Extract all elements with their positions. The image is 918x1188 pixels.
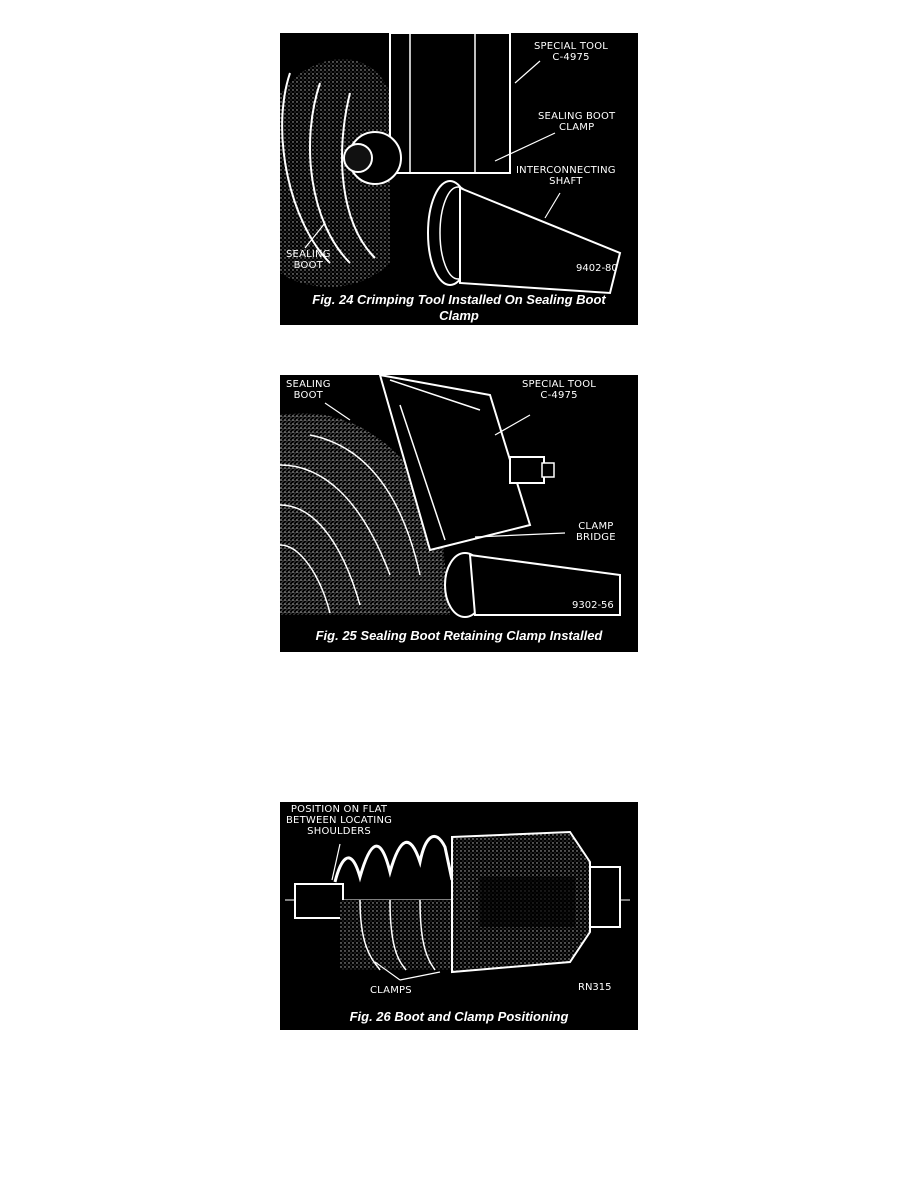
label-special-tool: SPECIAL TOOL C-4975 (522, 379, 597, 401)
figure-code: 9302-56 (572, 600, 614, 611)
label-special-tool: SPECIAL TOOL C-4975 (534, 41, 609, 63)
label-sealing-boot: SEALING BOOT (286, 379, 331, 401)
figure-code: 9402-80 (576, 263, 618, 274)
label-clamp-bridge: CLAMP BRIDGE (576, 521, 616, 543)
label-clamps: CLAMPS (370, 985, 412, 996)
figure-24 (280, 33, 638, 325)
figure-caption: Fig. 24 Crimping Tool Installed On Sealing Boot Clamp (312, 292, 606, 323)
figure-caption: Fig. 26 Boot and Clamp Positioning (349, 1009, 569, 1024)
label-position-on-flat: POSITION ON FLAT BETWEEN LOCATING SHOULDERS (286, 804, 393, 837)
figure-caption: Fig. 25 Sealing Boot Retaining Clamp Installed (315, 628, 603, 643)
label-interconnecting-shaft: INTERCONNECTING SHAFT (516, 165, 616, 187)
figure-26 (280, 802, 638, 1030)
figure-code: RN315 (578, 982, 612, 993)
label-sealing-boot-clamp: SEALING BOOT CLAMP (538, 111, 616, 133)
figure-25 (280, 375, 638, 652)
label-sealing-boot: SEALING BOOT (286, 249, 331, 271)
